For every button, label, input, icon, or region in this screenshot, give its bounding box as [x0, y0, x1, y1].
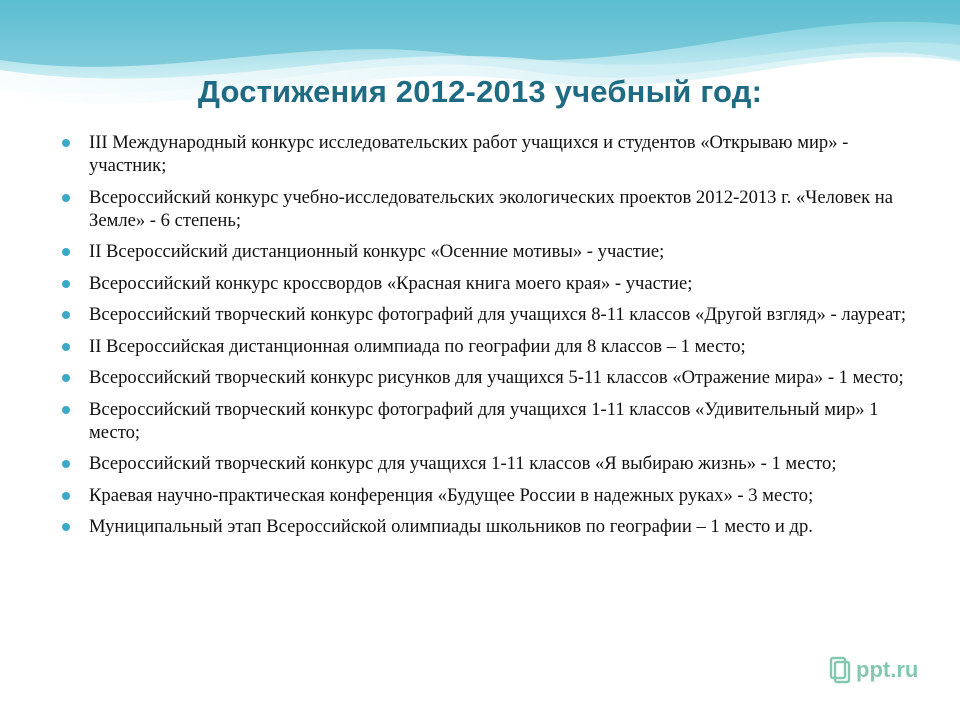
- bullet-dot-icon: [62, 139, 70, 147]
- list-item: [62, 366, 922, 389]
- list-item-text: Всероссийский конкурс кроссвордов «Красная книга моего края» - участие;: [89, 272, 693, 294]
- list-item-text: Всероссийский творческий конкурс для учащихся 1-11 классов «Я выбираю жизнь» - 1 место;: [89, 453, 837, 474]
- list-item-text: Всероссийский творческий конкурс рисунков для учащихся 5-11 классов «Отражение мира» - 1 место;: [89, 367, 904, 388]
- list-item: [62, 186, 922, 232]
- list-item: [62, 452, 922, 475]
- bullet-dot-icon: [62, 311, 70, 319]
- watermark: [828, 650, 928, 690]
- list-item-text: Краевая научно-практическая конференция «Будущее России в надежных руках» - 3 место;: [89, 484, 814, 506]
- list-item: [62, 515, 922, 538]
- achievements-list: [62, 131, 922, 547]
- bullet-dot-icon: [62, 194, 70, 202]
- list-item-text: Всероссийский творческий конкурс фотографий для учащихся 8-11 классов «Другой взгляд» - лауреат;: [89, 304, 907, 325]
- list-item-text: Всероссийский творческий конкурс фотографий для учащихся 1-11 классов «Удивительный мир» 1 место;: [89, 398, 879, 443]
- list-item-text: III Международный конкурс исследовательских работ учащихся и студентов «Открываю мир» - участник;: [89, 132, 849, 176]
- bullet-dot-icon: [62, 492, 70, 500]
- list-item-text: II Всероссийский дистанционный конкурс «Осенние мотивы» - участие;: [89, 241, 665, 262]
- list-item: [62, 484, 922, 507]
- watermark-text: ppt.ru: [856, 657, 919, 682]
- bullet-dot-icon: [62, 406, 70, 414]
- list-item: [62, 335, 922, 358]
- bullet-dot-icon: [62, 374, 70, 382]
- bullet-dot-icon: [62, 460, 70, 468]
- list-item: [62, 240, 922, 263]
- bullet-dot-icon: [62, 343, 70, 351]
- list-item: [62, 131, 922, 177]
- list-item-text: Всероссийский конкурс учебно-исследовательских экологических проектов 2012-2013 г. «Человек на Земле» - 6 степень;: [89, 186, 893, 231]
- wave-header-decoration: [0, 0, 960, 140]
- watermark-logo-icon: [828, 656, 852, 684]
- list-item-text: II Всероссийская дистанционная олимпиада по географии для 8 классов – 1 место;: [89, 335, 746, 357]
- bullet-dot-icon: [62, 280, 70, 288]
- list-item: [62, 272, 922, 295]
- bullet-dot-icon: [62, 248, 70, 256]
- list-item: [62, 303, 922, 326]
- list-item-text: Муниципальный этап Всероссийской олимпиады школьников по географии – 1 место и др.: [89, 516, 813, 537]
- bullet-dot-icon: [62, 523, 70, 531]
- list-item: [62, 398, 922, 444]
- slide-title: Достижения 2012-2013 учебный год:: [197, 74, 763, 109]
